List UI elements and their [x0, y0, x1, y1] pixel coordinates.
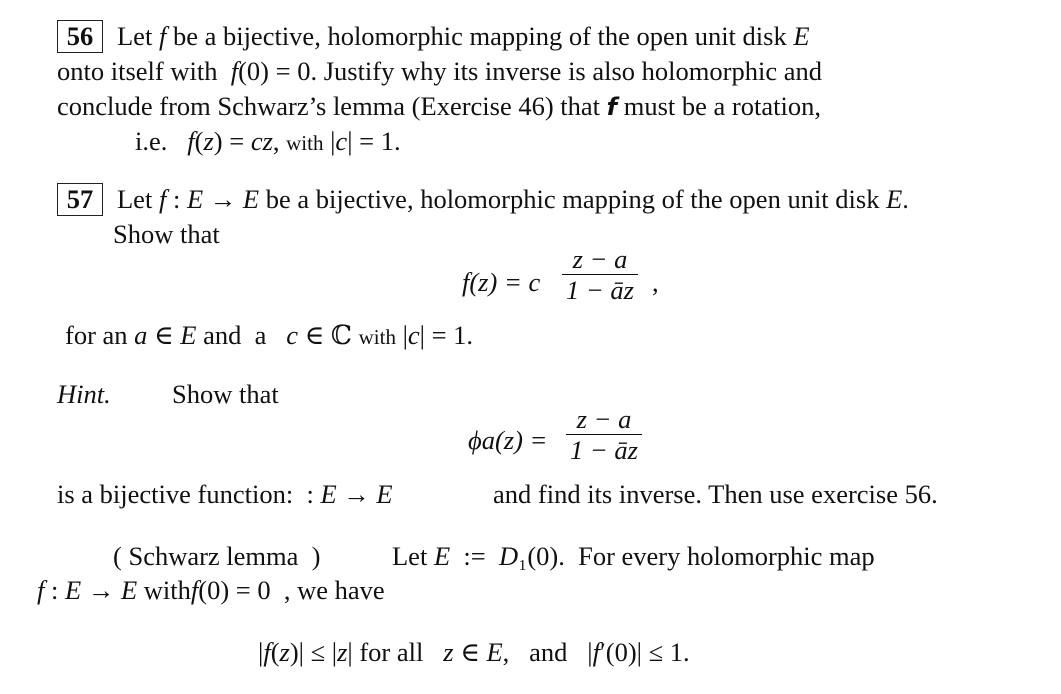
math-symbol: E	[65, 575, 82, 605]
hint-line-1	[57, 479, 393, 509]
text-segment: with	[137, 575, 191, 605]
math-symbol: E	[186, 184, 204, 214]
text-segment: →	[81, 575, 121, 605]
math-symbol: f	[158, 184, 167, 214]
math-symbol: z	[203, 126, 214, 156]
text-segment: ( Schwarz lemma )	[113, 541, 321, 571]
text-segment: i.e.	[135, 126, 188, 156]
schwarz-line-1	[392, 541, 875, 571]
math-symbol: c	[286, 320, 299, 350]
text-segment: be a bijective, holomorphic mapping of the open unit disk	[259, 184, 887, 214]
math-symbol: c	[335, 126, 348, 156]
math-symbol: f	[37, 575, 45, 605]
ex57-line-1	[117, 184, 909, 214]
ex56-line-2	[57, 56, 822, 86]
text-segment: ∈	[453, 637, 487, 667]
math-symbol: z	[337, 637, 348, 667]
text-segment: |	[395, 320, 408, 350]
text-segment: conclude from Schwarz’s lemma (Exercise 46) that	[57, 91, 607, 121]
math-symbol: E	[793, 21, 810, 51]
math-symbol: E	[180, 320, 197, 350]
exercise-56-number: 56	[57, 20, 103, 53]
formula-fraction	[566, 404, 642, 465]
ex57-line-3	[65, 320, 473, 352]
text-segment: onto itself with	[57, 56, 231, 86]
math-symbol: E	[486, 637, 503, 667]
formula-lhs: ϕa(z) =	[468, 425, 548, 455]
text-segment: :=	[450, 541, 499, 571]
ex56-line-4	[135, 126, 401, 158]
text-segment: →	[203, 184, 243, 214]
text-segment: ∈	[147, 320, 181, 350]
formula-comma: ,	[652, 267, 659, 297]
math-symbol: f	[190, 575, 199, 605]
hint-text: Show that	[172, 379, 279, 409]
math-symbol: c	[407, 320, 420, 350]
text-segment: :	[166, 184, 187, 214]
text-segment: and a	[196, 320, 287, 350]
hint-label: Hint.	[57, 379, 111, 409]
text-segment: | = 1.	[419, 320, 474, 350]
math-symbol: z	[279, 637, 290, 667]
text-segment: (	[194, 126, 204, 156]
formula-lhs: f(z) = c	[462, 267, 541, 297]
text-segment: must be a rotation,	[617, 91, 821, 121]
text-segment: )| ≤ |	[289, 637, 338, 667]
text-segment: | = 1.	[347, 126, 401, 156]
math-symbol: f	[187, 126, 195, 156]
math-symbol: f	[158, 21, 167, 51]
schwarz-line-2	[37, 575, 385, 605]
math-symbol: E	[376, 479, 393, 509]
text-segment: Let	[117, 21, 159, 51]
math-symbol: f	[263, 637, 271, 667]
math-symbol: E	[433, 541, 451, 571]
math-symbol: E	[320, 479, 337, 509]
text-segment: with	[358, 325, 396, 349]
text-segment: (	[270, 637, 280, 667]
math-symbol: f	[592, 637, 600, 667]
math-symbol: D	[498, 541, 519, 571]
text-segment: Let	[117, 184, 159, 214]
exercise-57-number: 57	[57, 183, 103, 216]
text-segment: ,	[272, 126, 287, 156]
text-segment: ₁(0). For every holomorphic map	[518, 541, 875, 571]
fraction-denominator: 1 − āz	[566, 434, 642, 465]
math-symbol: cz	[250, 126, 273, 156]
text-segment: , and |	[502, 637, 593, 667]
text-segment: is a bijective function: :	[57, 479, 321, 509]
math-symbol: z	[443, 637, 454, 667]
text-segment: ) =	[213, 126, 251, 156]
formula-fraction	[562, 244, 638, 305]
text-segment: →	[336, 479, 377, 509]
math-symbol: E	[242, 184, 260, 214]
text-segment: ∈ ℂ	[298, 320, 359, 350]
text-segment: (0) = 0. Justify why its inverse is also holomorphic and	[238, 56, 822, 86]
math-symbol: E	[886, 184, 903, 214]
fraction-numerator: z − a	[576, 404, 632, 434]
text-segment: for an	[65, 320, 135, 350]
text-segment: .	[902, 184, 909, 214]
text-segment: |	[258, 637, 264, 667]
schwarz-line-3	[258, 637, 690, 667]
fraction-numerator: z − a	[572, 244, 628, 274]
hint-line-2	[493, 479, 938, 509]
ex56-line-3	[57, 91, 821, 122]
text-segment: Let	[392, 541, 434, 571]
text-segment: :	[44, 575, 65, 605]
ex57-line-2	[113, 219, 220, 249]
ex56-line-1	[117, 21, 810, 51]
text-segment: and find its inverse. Then use exercise 56.	[493, 479, 938, 509]
math-symbol: a	[134, 320, 148, 350]
text-segment: |	[323, 126, 336, 156]
text-segment: (0) = 0 , we have	[198, 575, 385, 605]
math-symbol: E	[120, 575, 138, 605]
text-segment: ′(0)| ≤ 1.	[599, 637, 690, 667]
text-segment: be a bijective, holomorphic mapping of the open unit disk	[166, 21, 794, 51]
text-segment: | for all	[347, 637, 444, 667]
text-segment: with	[286, 131, 324, 155]
text-segment: Show that	[113, 219, 220, 249]
text-segment: f	[606, 93, 618, 121]
math-symbol: f	[230, 56, 239, 86]
fraction-denominator: 1 − āz	[562, 274, 638, 305]
schwarz-title	[113, 541, 321, 571]
